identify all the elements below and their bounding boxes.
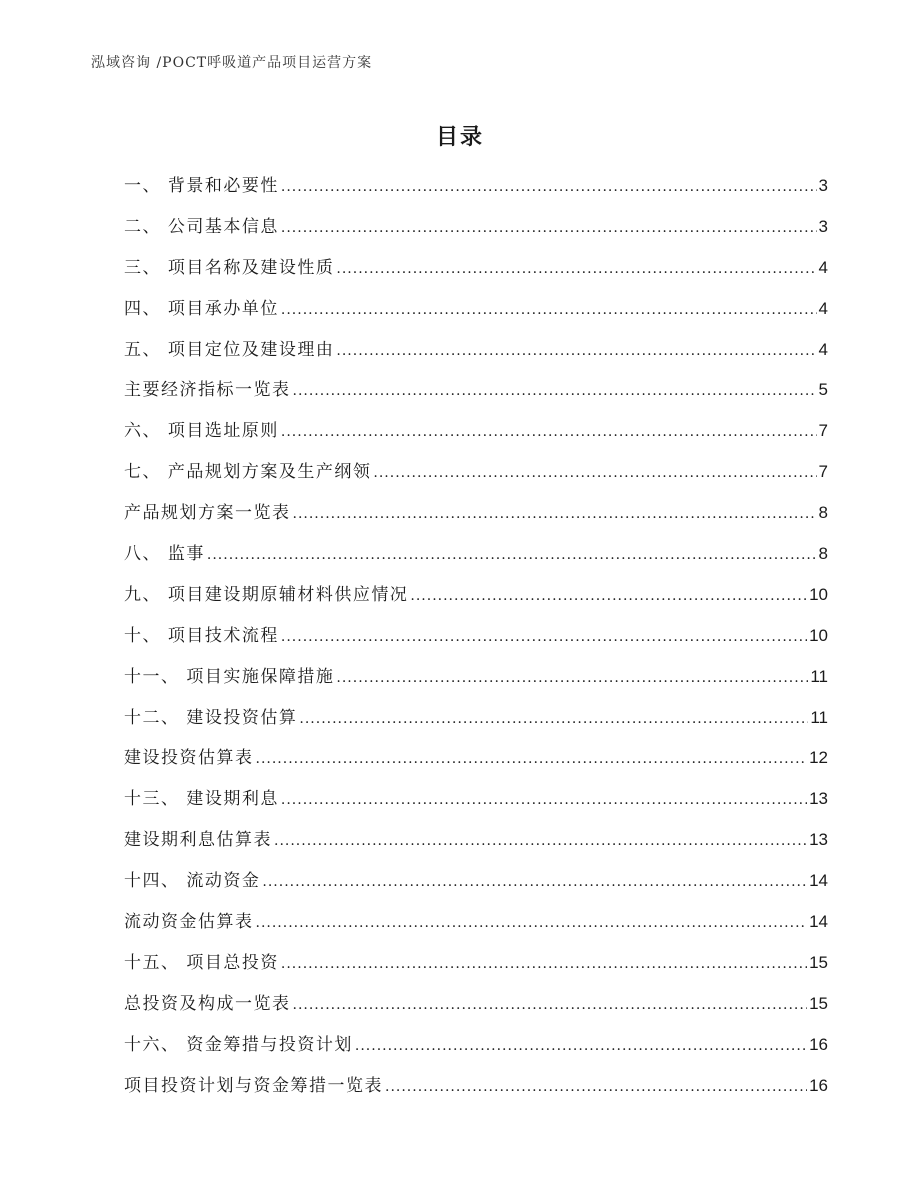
toc-entry-label: 八、 监事 (124, 544, 205, 565)
toc-leader-dots (281, 213, 817, 243)
toc-entry[interactable] (124, 989, 828, 1030)
toc-entry-label: 四、 项目承办单位 (124, 298, 279, 319)
toc-leader-dots (281, 785, 807, 815)
toc-leader-dots (281, 622, 807, 652)
toc-entry[interactable] (124, 703, 828, 744)
toc-entry[interactable] (124, 1030, 828, 1071)
toc-leader-dots (256, 908, 808, 938)
toc-entry[interactable] (124, 784, 828, 825)
toc-entry-page: 4 (818, 257, 828, 277)
toc-entry[interactable] (124, 416, 828, 457)
toc-entry[interactable] (124, 825, 828, 866)
toc-entry-page: 8 (818, 544, 828, 564)
toc-leader-dots (355, 1031, 807, 1061)
toc-entry[interactable] (124, 1071, 828, 1112)
toc-entry-label: 一、 背景和必要性 (124, 176, 279, 196)
toc-entry[interactable] (124, 171, 828, 212)
toc-entry-label: 二、 公司基本信息 (124, 216, 279, 237)
toc-entry-label: 项目投资计划与资金筹措一览表 (124, 1075, 383, 1096)
toc-entry-page: 15 (809, 993, 828, 1013)
toc-leader-dots (410, 581, 807, 611)
toc-entry-page: 14 (809, 912, 828, 932)
toc-entry[interactable] (124, 539, 828, 580)
toc-entry-page: 13 (809, 830, 828, 850)
toc-entry[interactable] (124, 253, 828, 294)
toc-entry-label: 三、 项目名称及建设性质 (124, 257, 335, 278)
toc-entry-page: 7 (818, 462, 828, 482)
toc-entry[interactable] (124, 212, 828, 253)
toc-entry-page: 3 (818, 216, 828, 236)
toc-leader-dots (299, 704, 808, 734)
toc-entry-label: 十五、 项目总投资 (124, 952, 279, 973)
toc-entry-label: 主要经济指标一览表 (124, 380, 291, 401)
toc-entry-label: 十、 项目技术流程 (124, 625, 279, 646)
toc-leader-dots (336, 336, 816, 366)
toc-entry-label: 七、 产品规划方案及生产纲领 (124, 462, 372, 483)
toc-leader-dots (293, 499, 817, 529)
toc-entry[interactable] (124, 662, 828, 703)
toc-entry-page: 14 (809, 871, 828, 891)
toc-leader-dots (336, 254, 816, 284)
toc-entry-page: 11 (810, 666, 828, 686)
toc-entry-page: 8 (818, 503, 828, 523)
toc-leader-dots (281, 949, 807, 979)
toc-entry-page: 7 (818, 421, 828, 441)
toc-entry[interactable] (124, 907, 828, 948)
toc-entry-label: 十四、 流动资金 (124, 871, 261, 892)
toc-entry-label: 建设投资估算表 (124, 748, 254, 769)
toc-entry-page: 4 (818, 339, 828, 359)
toc-leader-dots (274, 826, 807, 856)
toc-leader-dots (293, 376, 817, 406)
toc-leader-dots (262, 867, 807, 897)
toc-entry[interactable] (124, 498, 828, 539)
toc-entry-page: 3 (818, 176, 828, 195)
toc-leader-dots (281, 172, 817, 202)
toc-entry-label: 十一、 项目实施保障措施 (124, 666, 335, 687)
toc-entry-page: 12 (809, 748, 828, 768)
toc-leader-dots (373, 458, 816, 488)
toc-entry-page: 16 (809, 1075, 828, 1095)
toc-entry-page: 10 (809, 584, 828, 604)
toc-leader-dots (336, 663, 808, 693)
toc-entry[interactable] (124, 294, 828, 335)
toc-entry[interactable] (124, 743, 828, 784)
toc-entry-label: 产品规划方案一览表 (124, 503, 291, 524)
toc-entry-label: 建设期利息估算表 (124, 830, 272, 851)
toc-entry-page: 16 (809, 1034, 828, 1054)
toc-entry-label: 流动资金估算表 (124, 912, 254, 933)
toc-entry-page: 5 (818, 380, 828, 400)
toc-leader-dots (281, 417, 817, 447)
toc-entry[interactable] (124, 457, 828, 498)
toc-entry-label: 五、 项目定位及建设理由 (124, 339, 335, 360)
toc-leader-dots (385, 1072, 807, 1102)
toc-entry-label: 十二、 建设投资估算 (124, 707, 298, 728)
page-title: 目录 (435, 125, 484, 150)
toc-entry-label: 十三、 建设期利息 (124, 789, 279, 810)
toc-entry[interactable] (124, 335, 828, 376)
page-header: 泓域咨询 /POCT呼吸道产品项目运营方案 (91, 55, 373, 71)
header-rule (91, 76, 829, 77)
toc-entry-page: 10 (809, 625, 828, 645)
toc-entry[interactable] (124, 621, 828, 662)
toc-entry[interactable] (124, 866, 828, 907)
toc-leader-dots (293, 990, 808, 1020)
toc-entry-page: 13 (809, 789, 828, 809)
toc-entry[interactable] (124, 580, 828, 621)
toc-entry-page: 4 (818, 298, 828, 318)
toc-entry[interactable] (124, 948, 828, 989)
toc-entry-label: 十六、 资金筹措与投资计划 (124, 1034, 353, 1055)
toc-entry-page: 15 (809, 952, 828, 972)
toc-entry-page: 11 (810, 707, 828, 727)
toc-entry-label: 总投资及构成一览表 (124, 993, 291, 1014)
toc-leader-dots (256, 744, 808, 774)
toc-leader-dots (207, 540, 817, 570)
toc-leader-dots (281, 295, 817, 325)
toc-entry-label: 九、 项目建设期原辅材料供应情况 (124, 584, 409, 605)
toc-entry[interactable] (124, 375, 828, 416)
toc-entry-label: 六、 项目选址原则 (124, 421, 279, 442)
table-of-contents (124, 171, 828, 1111)
